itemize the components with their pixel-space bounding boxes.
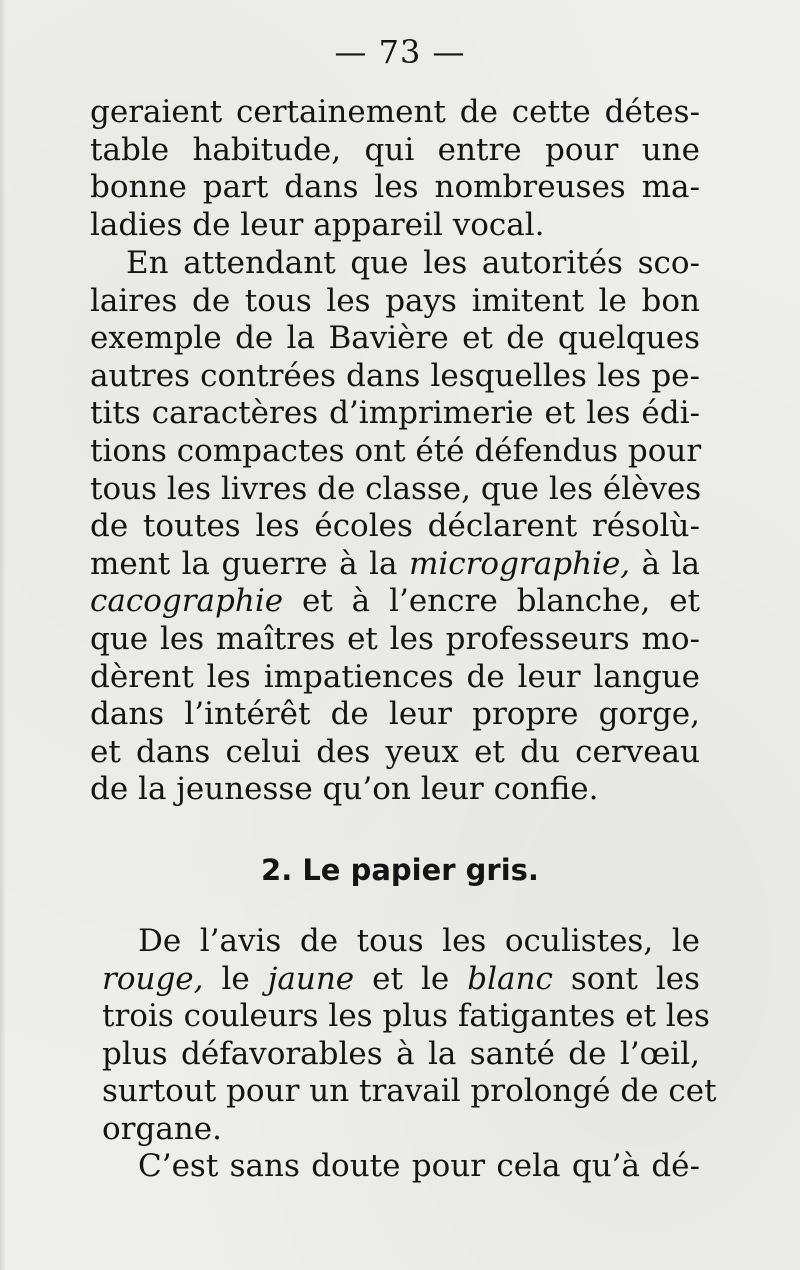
text-run: sont les [552,960,701,997]
paragraph-1 [90,94,700,244]
text-line: De l’avis de tous les oculistes, le [138,923,700,959]
text-line: trois couleurs les plus fatigantes et les [102,998,710,1035]
text-line: plus défavorables à la santé de l’œil, [102,1035,700,1072]
text-line: bonne part dans les nombreuses ma- [90,169,700,206]
text-run: ment la guerre à la [90,545,409,582]
page-edge-shadow [0,0,6,1270]
page-number: — 73 — [334,33,466,71]
text-line: et dans celui des yeux et du cerveau [90,733,700,770]
text-line: dèrent les impatiences de leur langue [90,658,700,695]
text-run: et à l’encre blanche, et [283,583,700,620]
italic-term-rouge: rouge, [102,960,204,997]
text-line [90,583,700,621]
italic-term-jaune: jaune [267,960,355,997]
text-line: En attendant que les autorités sco- [126,245,700,281]
italic-term-micrographie: micrographie, [408,545,631,582]
text-line: ladies de leur appareil vocal. [90,206,545,243]
text-line: geraient certainement de cette détes- [90,94,700,130]
text-line: autres contrées dans lesquelles les pe- [90,357,700,394]
text-line: tous les livres de classe, que les élèves [90,470,702,507]
text-line: C’est sans doute pour cela qu’à dé- [138,1148,700,1184]
text-line [90,546,700,584]
text-run: et le [354,960,468,997]
paragraph-2 [90,245,700,809]
text-line: tits caractères d’imprimerie et les édi- [90,395,700,432]
italic-term-blanc: blanc [467,960,553,997]
text-line: laires de tous les pays imitent le bon [90,282,700,319]
text-line: organe. [102,1110,222,1147]
text-line: surtout pour un travail prolongé de cet [102,1073,717,1110]
paragraph-4 [102,1148,700,1186]
text-line [102,961,700,999]
text-line: que les maîtres et les professeurs mo- [90,620,700,657]
text-line: table habitude, qui entre pour une [90,131,700,168]
text-line: de la jeunesse qu’on leur confie. [90,771,599,808]
italic-term-cacographie: cacographie [90,583,284,620]
text-line: exemple de la Bavière et de quelques [90,320,700,357]
text-line: tions compactes ont été défendus pour [90,432,702,469]
text-line: de toutes les écoles déclarent résolù- [90,508,700,545]
paragraph-3 [102,923,717,1149]
text-run: le [203,960,268,997]
text-line: dans l’intérêt de leur propre gorge, [90,696,700,733]
text-run: à la [630,545,700,582]
section-heading: 2. Le papier gris. [261,853,539,887]
